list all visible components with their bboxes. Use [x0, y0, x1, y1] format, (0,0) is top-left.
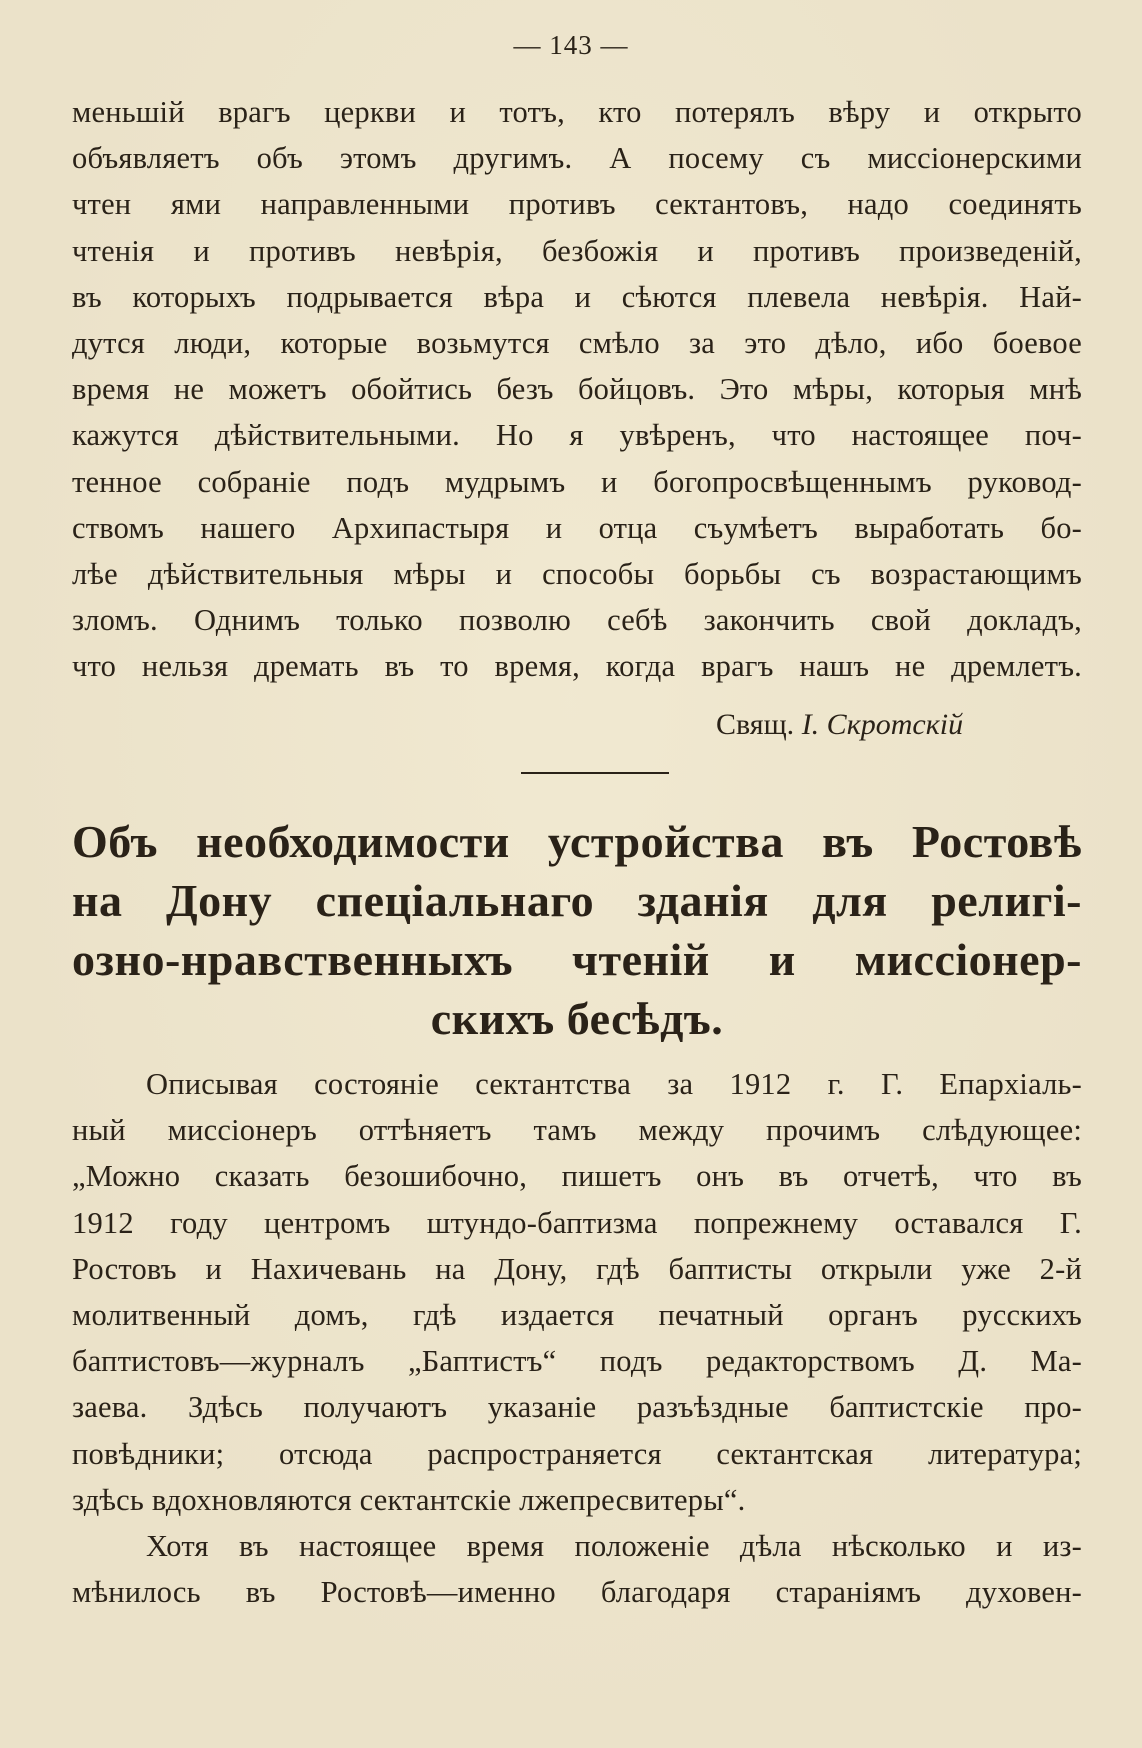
article-paragraph-1 — [72, 1061, 1082, 1523]
text-line: 1912 году центромъ штундо-баптизма попрежнему оставался Г. — [72, 1205, 1082, 1240]
signature-title: Свящ. — [716, 708, 795, 741]
text-line: ный миссіонеръ оттѣняетъ тамъ между прочимъ слѣдующее: — [72, 1113, 1082, 1148]
text-line: ствомъ нашего Архипастыря и отца съумѣетъ выработать бо- — [72, 510, 1082, 545]
text-line: мѣнилось въ Ростовѣ—именно благодаря стараніямъ духовен- — [72, 1575, 1082, 1610]
text-line: Хотя въ настоящее время положеніе дѣла нѣсколько и из- — [146, 1529, 1082, 1563]
text-line: заева. Здѣсь получаютъ указаніе разъѣздные баптистскіе про- — [72, 1390, 1082, 1425]
text-line: чтенія и противъ невѣрія, безбожія и противъ произведеній, — [72, 233, 1082, 268]
article-title — [72, 812, 1082, 1048]
text-line: баптистовъ—журналъ „Баптистъ“ подъ редакторствомъ Д. Ма- — [72, 1344, 1082, 1379]
text-line: здѣсь вдохновляются сектантскіе лжепресвитеры“. — [72, 1482, 746, 1517]
text-line: лѣе дѣйствительныя мѣры и способы борьбы съ возрастающимъ — [72, 556, 1082, 591]
page-number: — 143 — — [513, 30, 629, 60]
text-line: меньшій врагъ церкви и тотъ, кто потерялъ вѣру и открыто — [72, 95, 1082, 129]
text-line: время не можетъ обойтись безъ бойцовъ. Это мѣры, которыя мнѣ — [72, 372, 1082, 407]
text-line: чтен ями направленными противъ сектантовъ, надо соединять — [72, 187, 1082, 222]
text-line: молитвенный домъ, гдѣ издается печатный органъ русскихъ — [72, 1297, 1082, 1332]
report-conclusion-text — [72, 89, 1082, 689]
signature-name: І. Скротскій — [801, 708, 964, 741]
text-line: кажутся дѣйствительными. Но я увѣренъ, что настоящее поч- — [72, 418, 1082, 453]
text-line: повѣдники; отсюда распространяется сектантская литература; — [72, 1436, 1082, 1471]
text-line: зломъ. Однимъ только позволю себѣ закончить свой докладъ, — [72, 603, 1082, 638]
text-line: тенное собраніе подъ мудрымъ и богопросвѣщеннымъ руковод- — [72, 464, 1082, 499]
author-signature — [716, 708, 963, 742]
article-paragraph-2 — [72, 1523, 1082, 1615]
text-line: что нельзя дремать въ то время, когда врагъ нашъ не дремлетъ. — [72, 649, 1082, 684]
title-line: Объ необходимости устройства въ Ростовѣ — [72, 816, 1082, 867]
text-line: объявляетъ объ этомъ другимъ. А посему съ миссіонерскими — [72, 141, 1082, 176]
text-line: въ которыхъ подрывается вѣра и сѣются плевела невѣрія. Най- — [72, 279, 1082, 314]
text-line: Описывая состояніе сектантства за 1912 г. Г. Епархіаль- — [146, 1067, 1082, 1101]
title-line: на Дону спеціальнаго зданія для религі- — [72, 875, 1082, 926]
text-line: дутся люди, которые возьмутся смѣло за это дѣло, ибо боевое — [72, 325, 1082, 360]
text-line: „Можно сказать безошибочно, пишетъ онъ въ отчетѣ, что въ — [72, 1159, 1082, 1194]
title-line: скихъ бесѣдъ. — [430, 993, 724, 1044]
text-line: Ростовъ и Нахичевань на Дону, гдѣ баптисты открыли уже 2-й — [72, 1251, 1082, 1286]
section-divider — [521, 772, 669, 774]
title-line: озно-нравственныхъ чтеній и миссіонер- — [72, 934, 1082, 985]
